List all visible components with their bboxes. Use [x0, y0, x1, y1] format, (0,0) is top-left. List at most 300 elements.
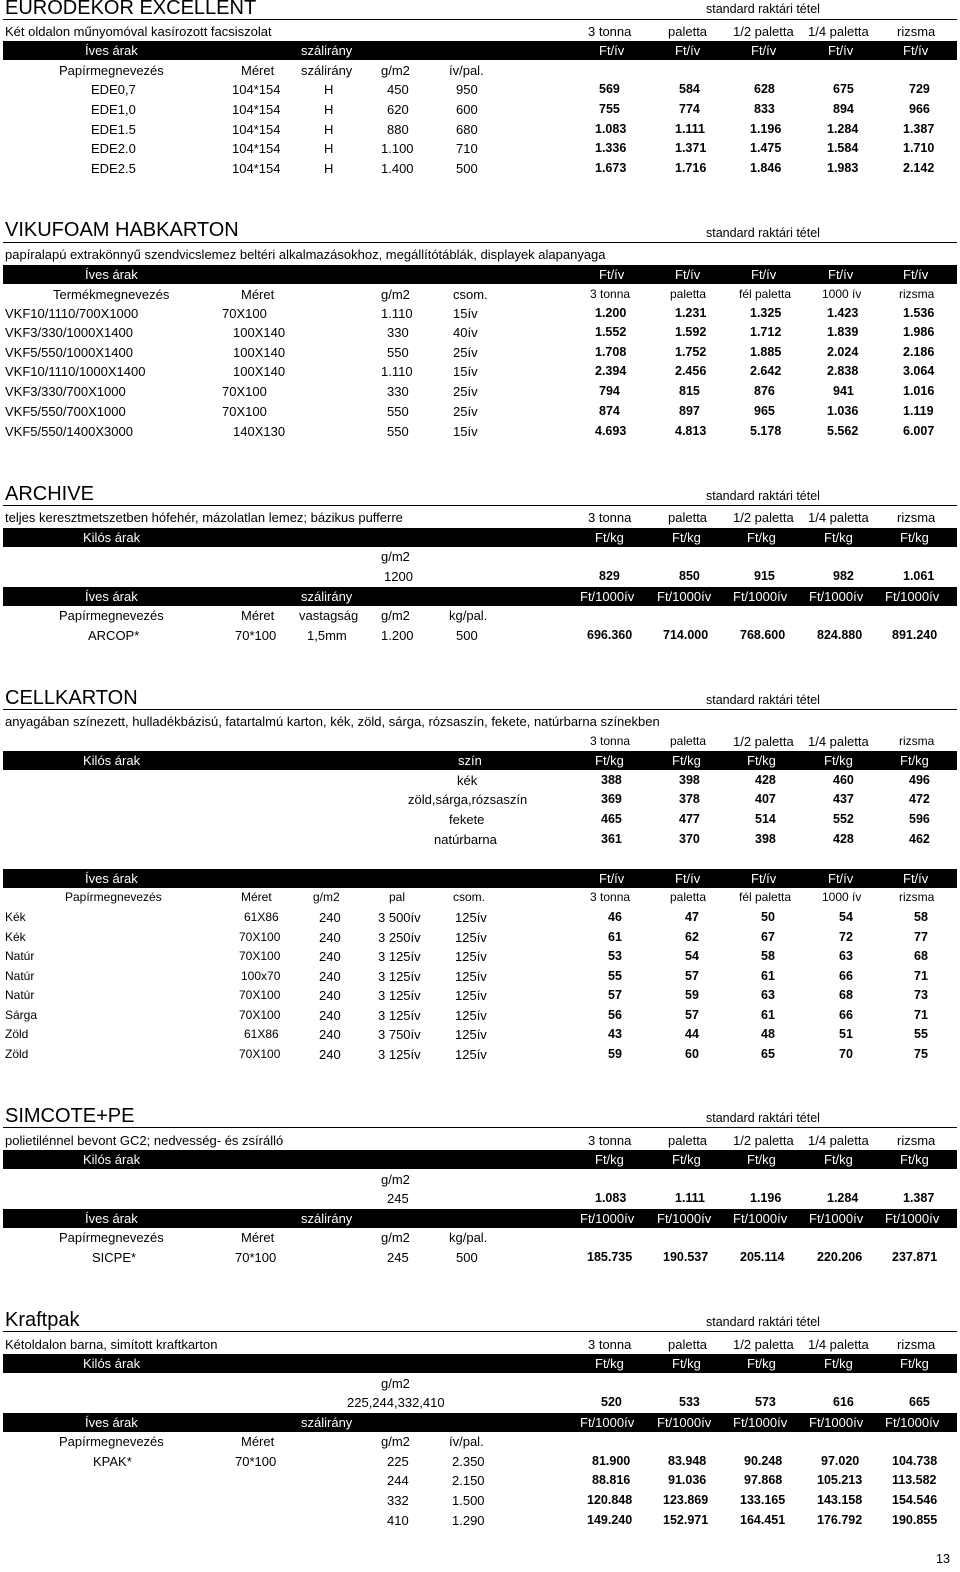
- price-band: [3, 1413, 957, 1432]
- qty-cell: 2.350: [452, 1454, 485, 1469]
- qty-cell: 40ív: [453, 325, 478, 340]
- unit-label: Ft/kg: [747, 1152, 776, 1167]
- product-name: Zöld: [5, 1027, 29, 1041]
- qty-cell: 125ív: [455, 1008, 487, 1023]
- header-cell: paletta: [670, 287, 707, 301]
- gsm-cell: 330: [387, 325, 409, 340]
- product-name: ARCOP*: [88, 628, 140, 643]
- gsm-cell: 225: [387, 1454, 409, 1469]
- divider: [3, 1331, 957, 1332]
- table-row: [3, 1491, 957, 1510]
- price-cell: 51: [839, 1027, 853, 1041]
- price-cell: 584: [679, 82, 700, 96]
- price-cell: 205.114: [740, 1250, 785, 1264]
- price-cell: 1.716: [675, 161, 707, 175]
- section-description: anyagában színezett, hulladékbázisú, fatartalmú karton, kék, zöld, sárga, rózsaszín, fekete, natúrbarna színekben: [5, 714, 660, 729]
- gsm-cell: 240: [319, 969, 341, 984]
- standard-item-label: standard raktári tétel: [706, 1111, 820, 1125]
- price-cell: 4.693: [595, 424, 627, 438]
- band-label: Kilós árak: [83, 1152, 141, 1167]
- col-header: rizsma: [897, 24, 936, 39]
- gsm-cell: 244: [387, 1473, 409, 1488]
- size-cell: 104*154: [232, 161, 281, 176]
- product-name: VKF5/550/700X1000: [5, 404, 126, 419]
- table-header: [3, 1432, 957, 1451]
- size-cell: 100X140: [233, 325, 286, 340]
- gsm-cell: 332: [387, 1493, 409, 1508]
- price-cell: 398: [755, 832, 776, 846]
- size-cell: 70*100: [235, 628, 277, 643]
- price-cell: 1.083: [595, 122, 627, 136]
- price-band: [3, 587, 957, 606]
- product-name: EDE0,7: [91, 82, 136, 97]
- qty-cell: 950: [456, 82, 478, 97]
- price-cell: 2.456: [675, 364, 707, 378]
- price-band: [3, 1150, 957, 1169]
- col-header: 3 tonna: [588, 1337, 632, 1352]
- header-cell: Papírmegnevezés: [65, 890, 162, 904]
- header-cell: g/m2: [381, 608, 410, 623]
- price-cell: 874: [599, 404, 620, 418]
- price-cell: 520: [601, 1395, 622, 1409]
- pal-cell: 3 750ív: [378, 1027, 421, 1042]
- gsm-label: g/m2: [381, 1172, 410, 1187]
- price-cell: 2.838: [827, 364, 859, 378]
- header-cell: rizsma: [899, 287, 935, 301]
- price-cell: 81.900: [592, 1454, 631, 1468]
- price-cell: 1.885: [750, 345, 782, 359]
- price-cell: 44: [685, 1027, 699, 1041]
- col-header: 1/4 paletta: [808, 24, 869, 39]
- band-label: Íves árak: [85, 1211, 138, 1226]
- gsm-cell: 240: [319, 949, 341, 964]
- price-cell: 164.451: [740, 1513, 786, 1527]
- qty-cell: 1.500: [452, 1493, 485, 1508]
- product-name: VKF3/330/700X1000: [5, 384, 126, 399]
- price-cell: 63: [839, 949, 853, 963]
- section-title-eurodekor: EURODEKOR EXCELLENT: [5, 0, 257, 19]
- table-header: [3, 1228, 957, 1247]
- price-cell: 105.213: [817, 1473, 863, 1487]
- unit-label: Ft/ív: [599, 871, 625, 886]
- col-header: 3 tonna: [588, 24, 632, 39]
- header-cell: fél paletta: [739, 287, 792, 301]
- price-cell: 63: [761, 988, 775, 1002]
- qty-cell: 125ív: [455, 969, 487, 984]
- unit-label: Ft/kg: [595, 1356, 624, 1371]
- price-cell: 3.064: [903, 364, 935, 378]
- pal-cell: 3 500ív: [378, 910, 421, 925]
- band-label: Íves árak: [85, 267, 138, 282]
- product-name: Natúr: [5, 988, 35, 1002]
- price-cell: 897: [679, 404, 700, 418]
- price-cell: 5.178: [750, 424, 782, 438]
- price-cell: 48: [761, 1027, 775, 1041]
- unit-label: Ft/kg: [824, 753, 853, 768]
- section-title-archive: ARCHIVE: [5, 483, 94, 505]
- price-cell: 460: [833, 773, 854, 787]
- size-cell: 70X100: [222, 306, 267, 321]
- price-cell: 876: [754, 384, 775, 398]
- table-row: [3, 159, 957, 178]
- col-header: 1/4 paletta: [808, 510, 869, 525]
- price-cell: 71: [914, 969, 928, 983]
- section-title-simcote: SIMCOTE+PE: [5, 1105, 135, 1127]
- price-cell: 97.868: [744, 1473, 783, 1487]
- price-cell: 88.816: [592, 1473, 631, 1487]
- size-cell: 104*154: [232, 102, 281, 117]
- col-header: rizsma: [897, 1337, 936, 1352]
- price-cell: 176.792: [817, 1513, 863, 1527]
- size-cell: 70X100: [222, 404, 267, 419]
- price-cell: 190.855: [892, 1513, 938, 1527]
- price-cell: 437: [833, 792, 854, 806]
- price-cell: 1.284: [827, 122, 859, 136]
- direction-cell: H: [324, 161, 334, 176]
- price-cell: 65: [761, 1047, 775, 1061]
- price-cell: 61: [761, 969, 775, 983]
- price-cell: 83.948: [668, 1454, 707, 1468]
- gsm-cell: 330: [387, 384, 409, 399]
- price-cell: 2.142: [903, 161, 935, 175]
- unit-label: Ft/1000ív: [580, 589, 635, 604]
- header-cell: 1000 ív: [822, 890, 862, 904]
- product-name: EDE1.5: [91, 122, 136, 137]
- table-row: [3, 986, 957, 1005]
- unit-label: Ft/kg: [824, 530, 853, 545]
- col-header: paletta: [668, 510, 708, 525]
- unit-label: Ft/ív: [828, 43, 854, 58]
- price-cell: 361: [601, 832, 622, 846]
- price-cell: 1.200: [595, 306, 627, 320]
- price-cell: 1.552: [595, 325, 627, 339]
- unit-label: Ft/kg: [672, 530, 701, 545]
- color-cell: fekete: [449, 812, 485, 827]
- product-name: VKF10/1110/700X1000: [5, 306, 139, 321]
- price-cell: 57: [608, 988, 622, 1002]
- header-cell: Papírmegnevezés: [59, 608, 164, 623]
- band-label: szálirány: [301, 1415, 353, 1430]
- price-cell: 794: [599, 384, 620, 398]
- price-cell: 1.231: [675, 306, 707, 320]
- price-cell: 58: [761, 949, 775, 963]
- header-cell: csom.: [453, 287, 488, 302]
- price-cell: 496: [909, 773, 930, 787]
- product-name: Kék: [5, 910, 26, 924]
- band-label: szálirány: [301, 1211, 353, 1226]
- desc-row: [3, 1335, 957, 1354]
- price-cell: 552: [833, 812, 854, 826]
- gsm-cell: 1200: [384, 569, 413, 584]
- unit-label: Ft/1000ív: [809, 589, 864, 604]
- unit-label: Ft/ív: [675, 267, 701, 282]
- section-description: polietilénnel bevont GC2; nedvesség- és zsírálló: [5, 1133, 284, 1148]
- gsm-cell: 245: [387, 1191, 409, 1206]
- price-cell: 5.562: [827, 424, 859, 438]
- table-row: [3, 80, 957, 99]
- divider: [3, 709, 957, 710]
- price-band: [3, 1209, 957, 1228]
- header-cell: ív/pal.: [449, 1434, 484, 1449]
- unit-label: Ft/kg: [672, 753, 701, 768]
- price-cell: 61: [608, 930, 622, 944]
- standard-item-label: standard raktári tétel: [706, 226, 820, 240]
- price-cell: 1.284: [827, 1191, 859, 1205]
- header-cell: Méret: [241, 608, 275, 623]
- price-cell: 54: [839, 910, 853, 924]
- size-cell: 70X100: [239, 930, 281, 944]
- header-cell: paletta: [670, 890, 707, 904]
- price-cell: 72: [839, 930, 853, 944]
- price-cell: 57: [685, 969, 699, 983]
- band-label: Kilós árak: [83, 753, 141, 768]
- gsm-cell: 240: [319, 1047, 341, 1062]
- pal-cell: 3 125ív: [378, 949, 421, 964]
- price-cell: 1.196: [750, 1191, 782, 1205]
- price-cell: 774: [679, 102, 700, 116]
- header-cell: csom.: [453, 890, 486, 904]
- kg-price-row: [3, 567, 957, 586]
- unit-label: Ft/ív: [903, 871, 929, 886]
- pal-cell: 3 250ív: [378, 930, 421, 945]
- price-cell: 68: [914, 949, 928, 963]
- price-cell: 77: [914, 930, 928, 944]
- price-cell: 143.158: [817, 1493, 863, 1507]
- col-header: 1/2 paletta: [733, 24, 794, 39]
- size-cell: 70*100: [235, 1250, 277, 1265]
- price-cell: 154.546: [892, 1493, 938, 1507]
- header-cell: ív/pal.: [449, 63, 484, 78]
- color-cell: zöld,sárga,rózsaszín: [408, 792, 528, 807]
- qty-cell: 500: [456, 161, 478, 176]
- size-cell: 100x70: [241, 969, 281, 983]
- gsm-cell: 240: [319, 910, 341, 925]
- price-cell: 66: [839, 1008, 853, 1022]
- product-name: SICPE*: [92, 1250, 137, 1265]
- page-number: 13: [936, 1552, 950, 1566]
- price-cell: 55: [608, 969, 622, 983]
- qty-cell: 680: [456, 122, 478, 137]
- price-cell: 2.394: [595, 364, 627, 378]
- gsm-cell: 1.100: [381, 141, 414, 156]
- price-cell: 1.196: [750, 122, 782, 136]
- size-cell: 100X140: [233, 345, 286, 360]
- col-header: 1/2 paletta: [733, 1133, 794, 1148]
- price-cell: 1.475: [750, 141, 782, 155]
- price-cell: 185.735: [587, 1250, 633, 1264]
- qty-cell: 125ív: [455, 930, 487, 945]
- price-cell: 133.165: [740, 1493, 786, 1507]
- price-cell: 850: [679, 569, 700, 583]
- price-cell: 2.186: [903, 345, 935, 359]
- col-header-row: [3, 732, 957, 751]
- price-band: [3, 751, 957, 770]
- standard-item-label: standard raktári tétel: [706, 489, 820, 503]
- qty-cell: 125ív: [455, 1047, 487, 1062]
- table-row: [3, 139, 957, 158]
- qty-cell: 125ív: [455, 988, 487, 1003]
- table-row: [3, 928, 957, 947]
- unit-label: Ft/ív: [675, 871, 701, 886]
- price-cell: 60: [685, 1047, 699, 1061]
- col-header: 1/2 paletta: [733, 1337, 794, 1352]
- price-cell: 378: [679, 792, 700, 806]
- divider: [3, 1127, 957, 1128]
- direction-cell: H: [324, 82, 334, 97]
- qty-cell: 15ív: [453, 424, 478, 439]
- unit-label: Ft/1000ív: [809, 1211, 864, 1226]
- size-cell: 100X140: [233, 364, 286, 379]
- band-label: Kilós árak: [83, 1356, 141, 1371]
- gsm-cell: 240: [319, 930, 341, 945]
- pal-cell: 3 125ív: [378, 969, 421, 984]
- gsm-label-row: [3, 547, 957, 566]
- price-cell: 59: [685, 988, 699, 1002]
- table-row: [3, 967, 957, 986]
- desc-row: [3, 508, 957, 527]
- price-cell: 56: [608, 1008, 622, 1022]
- col-header: paletta: [668, 1133, 708, 1148]
- col-header: rizsma: [899, 734, 935, 748]
- pal-cell: 3 125ív: [378, 1008, 421, 1023]
- product-name: Natúr: [5, 949, 35, 963]
- band-label: Íves árak: [85, 43, 138, 58]
- header-cell: Méret: [241, 1230, 275, 1245]
- col-header: 1/4 paletta: [808, 1337, 869, 1352]
- unit-label: Ft/kg: [824, 1356, 853, 1371]
- price-cell: 1.710: [903, 141, 935, 155]
- unit-label: Ft/ív: [828, 267, 854, 282]
- price-cell: 2.642: [750, 364, 782, 378]
- qty-cell: 125ív: [455, 949, 487, 964]
- color-cell: natúrbarna: [434, 832, 497, 847]
- price-cell: 1.036: [827, 404, 859, 418]
- unit-label: Ft/1000ív: [733, 1415, 788, 1430]
- price-cell: 462: [909, 832, 930, 846]
- table-row: [3, 362, 957, 381]
- gsm-cell: 450: [387, 82, 409, 97]
- price-cell: 237.871: [892, 1250, 938, 1264]
- price-cell: 982: [833, 569, 854, 583]
- col-header: 1/2 paletta: [733, 510, 794, 525]
- price-cell: 62: [685, 930, 699, 944]
- price-cell: 472: [909, 792, 930, 806]
- unit-label: Ft/kg: [672, 1152, 701, 1167]
- col-header: paletta: [668, 1337, 708, 1352]
- price-cell: 616: [833, 1395, 854, 1409]
- unit-label: Ft/kg: [595, 753, 624, 768]
- product-name: EDE2.5: [91, 161, 136, 176]
- price-cell: 70: [839, 1047, 853, 1061]
- unit-label: Ft/kg: [595, 1152, 624, 1167]
- unit-label: Ft/1000ív: [885, 1415, 940, 1430]
- unit-label: Ft/ív: [751, 43, 777, 58]
- unit-label: Ft/1000ív: [657, 1211, 712, 1226]
- price-cell: 57: [685, 1008, 699, 1022]
- unit-label: Ft/1000ív: [657, 1415, 712, 1430]
- product-name: Natúr: [5, 969, 35, 983]
- gsm-label-row: [3, 1374, 957, 1393]
- gsm-label: g/m2: [381, 549, 410, 564]
- col-header: rizsma: [897, 1133, 936, 1148]
- price-cell: 1.325: [750, 306, 782, 320]
- table-row: [3, 343, 957, 362]
- price-cell: 388: [601, 773, 622, 787]
- price-cell: 768.600: [740, 628, 786, 642]
- price-cell: 91.036: [668, 1473, 707, 1487]
- unit-label: Ft/kg: [824, 1152, 853, 1167]
- size-cell: 70X100: [239, 1008, 281, 1022]
- price-cell: 428: [755, 773, 776, 787]
- price-band: [3, 869, 957, 888]
- price-cell: 47: [685, 910, 699, 924]
- unit-label: Ft/ív: [828, 871, 854, 886]
- gsm-label: g/m2: [381, 1376, 410, 1391]
- header-cell: Méret: [241, 287, 275, 302]
- gsm-cell: 240: [319, 1027, 341, 1042]
- desc-row: [3, 22, 957, 41]
- table-row: [3, 1045, 957, 1064]
- price-cell: 714.000: [663, 628, 709, 642]
- unit-label: Ft/kg: [900, 753, 929, 768]
- price-cell: 149.240: [587, 1513, 633, 1527]
- unit-label: Ft/ív: [751, 871, 777, 886]
- price-cell: 1.387: [903, 1191, 935, 1205]
- unit-label: Ft/kg: [747, 753, 776, 768]
- price-cell: 1.986: [903, 325, 935, 339]
- direction-cell: H: [324, 102, 334, 117]
- header-cell: g/m2: [313, 890, 340, 904]
- product-name: VKF3/330/1000X1400: [5, 325, 133, 340]
- gsm-cell: 240: [319, 988, 341, 1003]
- price-cell: 696.360: [587, 628, 633, 642]
- unit-label: Ft/kg: [900, 530, 929, 545]
- qty-cell: 600: [456, 102, 478, 117]
- header-cell: kg/pal.: [449, 608, 488, 623]
- unit-label: Ft/1000ív: [580, 1211, 635, 1226]
- table-row: [3, 1471, 957, 1490]
- header-cell: Papírmegnevezés: [59, 63, 164, 78]
- price-cell: 58: [914, 910, 928, 924]
- price-cell: 2.024: [827, 345, 859, 359]
- price-cell: 533: [679, 1395, 700, 1409]
- band-label: szálirány: [301, 589, 353, 604]
- unit-label: Ft/kg: [672, 1356, 701, 1371]
- divider: [3, 19, 957, 20]
- gsm-cell: 1.200: [381, 628, 414, 643]
- qty-cell: 25ív: [453, 384, 478, 399]
- divider: [3, 505, 957, 506]
- unit-label: Ft/kg: [595, 530, 624, 545]
- qty-cell: 15ív: [453, 364, 478, 379]
- col-header: 3 tonna: [590, 734, 631, 748]
- qty-cell: 15ív: [453, 306, 478, 321]
- section-title-vikufoam: VIKUFOAM HABKARTON: [5, 219, 239, 241]
- price-cell: 833: [754, 102, 775, 116]
- size-cell: 104*154: [232, 82, 281, 97]
- size-cell: 61X86: [244, 1027, 279, 1041]
- qty-cell: 125ív: [455, 1027, 487, 1042]
- price-cell: 104.738: [892, 1454, 938, 1468]
- price-cell: 829: [599, 569, 620, 583]
- price-band: [3, 1354, 957, 1373]
- qty-cell: 1.290: [452, 1513, 485, 1528]
- price-cell: 514: [755, 812, 776, 826]
- header-cell: pal: [389, 890, 406, 904]
- price-cell: 1.839: [827, 325, 859, 339]
- price-cell: 4.813: [675, 424, 707, 438]
- header-cell: szálirány: [301, 63, 353, 78]
